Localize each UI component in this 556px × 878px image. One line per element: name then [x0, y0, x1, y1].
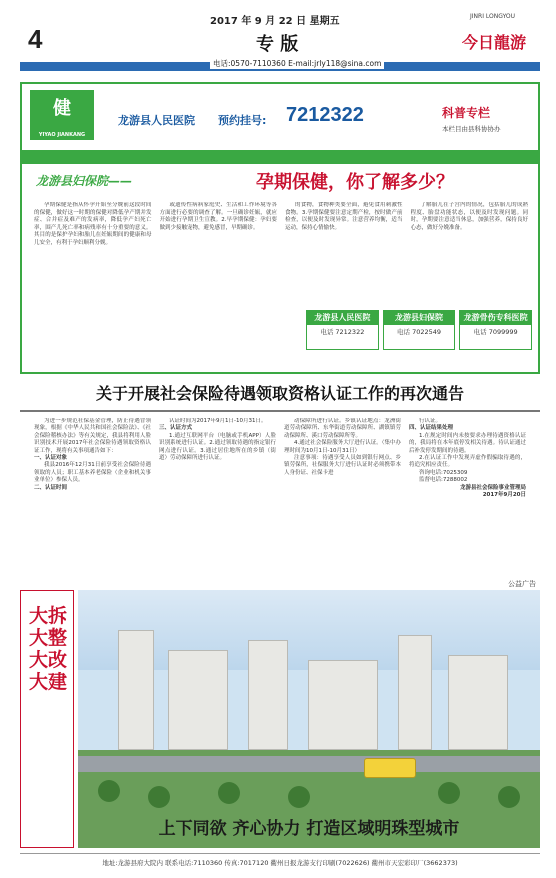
- psa-slogan: 上下同欲 齐心协力 打造区域明珠型城市: [158, 819, 460, 839]
- page-number: 4: [28, 24, 43, 54]
- building: [248, 640, 288, 750]
- tree: [218, 782, 240, 804]
- issue-date: 2017 年 9 月 22 日 星期五: [210, 16, 340, 27]
- notice-paragraph: 注意事项：待遇享受人员如到银行网点、乡镇劳保所，社保服务大厅进行认证时必须携带本人身份证、社保卡进: [284, 455, 401, 476]
- building: [118, 630, 154, 750]
- notice-heading: 三、认证方式: [159, 425, 193, 432]
- notice-paragraph: 1.通过互联网平台（电脑或手机APP）人脸识别系统进行认证。2.通过领取待遇的指定银行网点进行认证。3.通过居住地所在的乡镇（街道）劳动保障所进行认证。: [159, 432, 276, 462]
- tree: [288, 786, 310, 808]
- notice-rule: [20, 410, 540, 412]
- notice-column: [34, 418, 151, 578]
- ad-strip: [22, 150, 538, 164]
- notice-column: [159, 418, 276, 578]
- notice-paragraph: 我县2016年12月31日前享受社会保险待遇领取的人员；职工基本养老保险（企业和机关事业单位）参保人员。: [34, 462, 151, 484]
- page-footer: 地址:龙游县府大院内 联系电话:7110360 传真:7017120 衢州日报龙游支行印刷(7022626) 衢州市天宏彩印厂(3662373): [20, 853, 540, 871]
- tree: [438, 782, 460, 804]
- notice-heading: 二、认证时间: [34, 484, 68, 491]
- notice-paragraph: 咨询电话:7025309: [419, 469, 468, 476]
- health-logo-text: 健: [53, 98, 71, 119]
- notice-paragraph: 认证时间为2017年9月1日-10月31日。: [169, 418, 267, 424]
- article-column: 孕期保健是指从怀孕开始至分娩前这段时间的保健，做好这一时期的保健对降低孕产期并发症、合并症及难产的发病率，降低孕产妇死亡率，围产儿死亡率和病残率有十分重要的意义。其目的是保护孕妇和胎儿在妊娠期间的健康和母儿安全，有利于孕妇顺利分娩。: [34, 202, 152, 246]
- health-logo-sub: YIYAO JIANKANG: [38, 132, 86, 138]
- hospital-box-title: 龙游县人民医院: [307, 311, 378, 325]
- notice-date: 2017年9月20日: [482, 492, 526, 499]
- appointment-label: 预约挂号:: [218, 114, 267, 127]
- notice-title: 关于开展社会保险待遇领取资格认证工作的再次通告: [95, 384, 464, 403]
- section-title: 专 版: [256, 34, 299, 55]
- article-column: 的食物，食物种类要全面，避免食用刺激性食物。3.孕期保健要注意定期产检，按时做产前检查，以便及时发现异常。注意营养均衡，适当运动，保持心情愉快。: [285, 202, 403, 231]
- hospital-box: [383, 310, 456, 350]
- building: [398, 635, 432, 750]
- hospital-box: [459, 310, 532, 350]
- notice-paragraph: 2.在认证工作中发现弄虚作假骗取待遇的，将追究相应责任。: [409, 455, 526, 469]
- hospital-box-title: 龙游县妇保院: [384, 311, 455, 325]
- hospital-box-title: 龙游骨伤专科医院: [460, 311, 531, 325]
- building: [308, 660, 378, 750]
- hospital-box-phone: 电话 7212322: [320, 328, 365, 336]
- notice-paragraph: 行认证。: [419, 418, 442, 424]
- article-column: 或遗传性病病家庭史、生活和工作环境等各方面进行必要的调查了解。一旦确诊妊娠，就应开始进行孕期卫生宣教。2.早孕期保健：孕妇要做到少接触宠物，避免感冒，早期确诊。: [159, 202, 277, 231]
- notice-paragraph: 监督电话:7288002: [419, 477, 468, 484]
- column-subtitle: 本栏目由县科协协办: [442, 125, 501, 133]
- hospital-boxes: [306, 310, 532, 350]
- contact-line: 电话:0570-7110360 E-mail:jrly118@sina.com: [210, 58, 384, 69]
- health-ad: [20, 82, 540, 374]
- ad-banner: [22, 84, 538, 150]
- social-insurance-notice: [20, 380, 540, 582]
- tree: [98, 780, 120, 802]
- appointment-phone: 7212322: [286, 104, 364, 126]
- bus: [364, 758, 416, 778]
- tree: [498, 786, 520, 808]
- city-photo: [78, 590, 540, 848]
- article-column: 了解胎儿在子宫内的情况，包括胎儿的成熟程度、胎盘功能状态，以便及时发现问题。同时，孕期要注意适当休息，加强营养，保持良好心态，做好分娩准备。: [410, 202, 528, 231]
- notice-heading: 四、认证结果处理: [409, 425, 454, 432]
- notice-paragraph: 1.在规定时间内未按要求办理待遇资格认证的，我局将在本年底停发相关待遇。待认证通过后补发停发期间的待遇。: [409, 432, 526, 454]
- article-kicker: 龙游县妇保院——: [36, 174, 133, 188]
- building: [448, 655, 508, 750]
- hospital-box: [306, 310, 379, 350]
- building: [168, 650, 228, 750]
- newspaper-logo: 今日龍游: [462, 33, 527, 52]
- notice-heading: 一、认证对象: [34, 455, 68, 462]
- hospital-box-phone: 电话 7022549: [397, 328, 442, 336]
- page-header: [0, 0, 556, 70]
- logo-pinyin: JINRI LONGYOU: [470, 13, 516, 20]
- psa-vertical-panel: [20, 590, 74, 848]
- notice-paragraph: 为进一步规范社保基金管理，防止待遇冒领现象，根据《中华人民共和国社会保险法》、《社会保险稽核办法》等有关规定，我县将利用人脸识别技术开展2017年社会保险待遇领取资格认证工作，现将有关事项通告如下：: [34, 418, 151, 454]
- column-title: 科普专栏: [442, 106, 491, 120]
- notice-paragraph: 4.通过社会保险服务大厅进行认证。（集中办理时间为10月1日-10月31日）: [284, 440, 401, 454]
- health-logo: [30, 90, 94, 140]
- notice-column: [284, 418, 401, 578]
- public-service-ad: [20, 580, 540, 848]
- psa-label: 公益广告: [508, 580, 536, 588]
- article-title: 孕期保健，你了解多少？: [256, 172, 454, 193]
- road: [78, 756, 540, 772]
- notice-column: [409, 418, 526, 578]
- hospital-box-phone: 电话 7099999: [473, 328, 518, 336]
- psa-vertical-text: 大拆大整 大改大建: [28, 605, 67, 693]
- tree: [148, 786, 170, 808]
- notice-signer: 龙游县社会保险事业管理局: [459, 484, 526, 491]
- hospital-name: 龙游县人民医院: [118, 114, 195, 127]
- notice-paragraph: 动保障所进行认证。乡镇认证地点：龙洲街道劳动保障所、东华街道劳动保障所、湖镇镇劳动保障所、溪口劳动保障所等。: [284, 418, 401, 439]
- notice-body: [34, 418, 526, 578]
